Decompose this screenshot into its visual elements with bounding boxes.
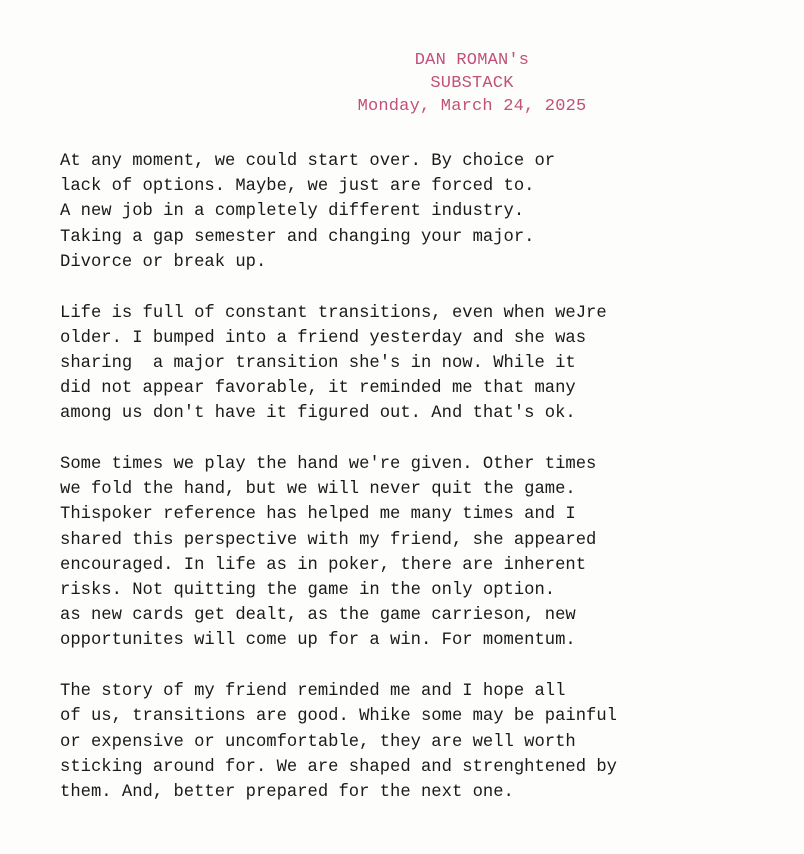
text-line: shared this perspective with my friend, she appeared [60, 530, 597, 550]
page-header [0, 49, 804, 118]
text-line: older. I bumped into a friend yesterday and she was [60, 328, 587, 348]
text-line: sharing a major transition she's in now. While it [60, 353, 576, 373]
header-publication: SUBSTACK [430, 74, 514, 93]
text-line: Life is full of constant transitions, even when weJre [60, 303, 607, 323]
text-line: encouraged. In life as in poker, there are inherent [60, 555, 587, 575]
text-line: Taking a gap semester and changing your major. [60, 227, 535, 247]
header-date: Monday, March 24, 2025 [357, 97, 587, 116]
text-line: risks. Not quitting the game in the only option. [60, 581, 556, 601]
text-line: or expensive or uncomfortable, they are well worth [60, 732, 576, 752]
text-line: Divorce or break up. [60, 252, 267, 272]
text-line: them. And, better prepared for the next one. [60, 782, 514, 802]
text-line: we fold the hand, but we will never quit the game. [60, 480, 576, 500]
text-line: lack of options. Maybe, we just are forced to. [60, 177, 535, 197]
paragraph-2 [60, 301, 780, 427]
text-line: as new cards get dealt, as the game carrieson, new [60, 606, 576, 626]
text-line: Thispoker reference has helped me many times and I [60, 505, 576, 525]
header-author: DAN ROMAN's [414, 51, 530, 70]
text-line: A new job in a completely different industry. [60, 202, 525, 222]
text-line: did not appear favorable, it reminded me that many [60, 379, 576, 399]
text-line: sticking around for. We are shaped and strenghtened by [60, 757, 617, 777]
text-line: among us don't have it figured out. And that's ok. [60, 404, 576, 424]
text-line: The story of my friend reminded me and I hope all [60, 682, 566, 702]
paragraph-3 [60, 452, 780, 654]
text-line: of us, transitions are good. Whike some may be painful [60, 707, 617, 727]
paragraph-1 [60, 149, 780, 275]
text-line: opportunites will come up for a win. For momentum. [60, 631, 576, 651]
paragraph-4 [60, 679, 780, 805]
text-line: Some times we play the hand we're given. Other times [60, 455, 597, 475]
article-body [60, 149, 780, 831]
text-line: At any moment, we could start over. By choice or [60, 152, 556, 171]
